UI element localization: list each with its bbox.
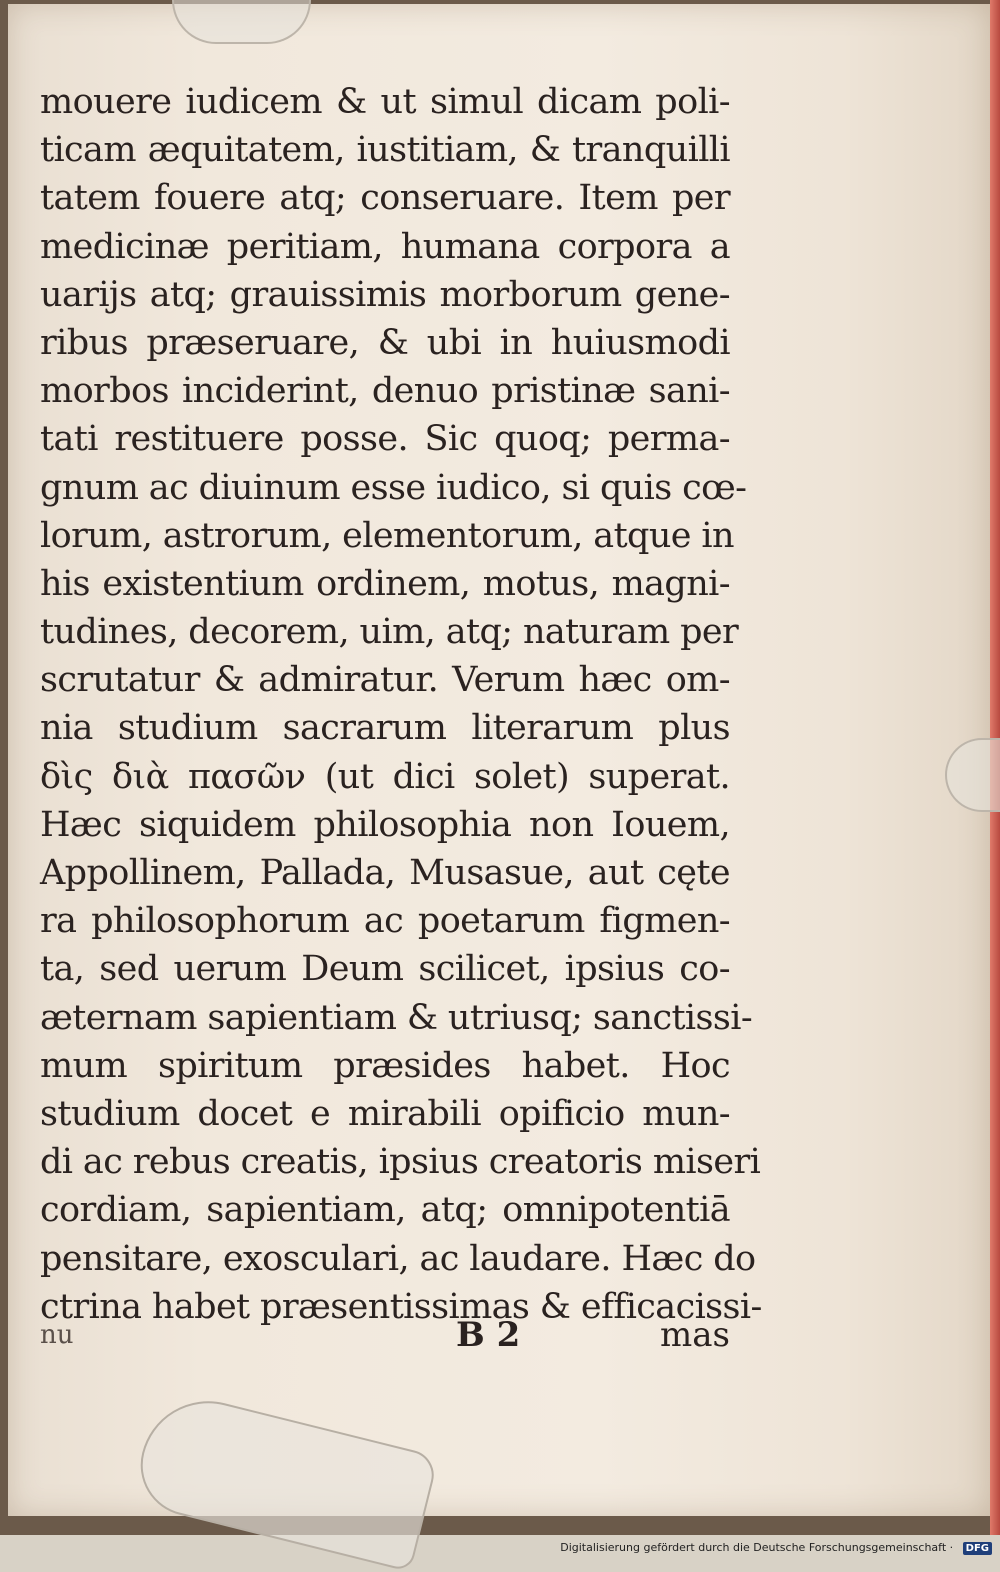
text-line: ra philosophorum ac poetarum figmen- [40, 901, 730, 942]
text-line: morbos inciderint, denuo pristinæ sani- [40, 371, 730, 412]
text-line: tati restituere posse. Sic quoq; perma- [40, 419, 730, 460]
text-line: di ac rebus creatis, ipsius creatoris miseri [40, 1142, 761, 1183]
text-line: mum spiritum præsides habet. Hoc [40, 1045, 730, 1086]
catchword: mas [660, 1315, 730, 1355]
text-line: ta, sed uerum Deum scilicet, ipsius co- [40, 949, 730, 990]
text-line: Appollinem, Pallada, Musasue, aut cęte [40, 853, 730, 893]
funding-credit [560, 1540, 992, 1556]
signature-fragment: nu [40, 1320, 74, 1350]
signature-mark: B 2 [456, 1315, 521, 1355]
text-line: medicinæ peritiam, humana corpora a [40, 226, 730, 267]
text-line: uarijs atq; grauissimis morborum gene- [40, 274, 730, 315]
text-line: ticam æquitatem, iustitiam, & tranquilli [40, 130, 730, 171]
text-line: nia studium sacrarum literarum plus [40, 708, 730, 749]
text-line: cordiam, sapientiam, atq; omnipotentiā [40, 1190, 730, 1231]
text-line: lorum, astrorum, elementorum, atque in [40, 515, 734, 556]
credit-text: Digitalisierung gefördert durch die Deutsche Forschungsgemeinschaft · [560, 1541, 954, 1554]
text-line: tatem fouere atq; conseruare. Item per [40, 178, 730, 219]
page-text [40, 78, 762, 1331]
text-line: his existentium ordinem, motus, magni- [40, 563, 730, 604]
text-line: studium docet e mirabili opificio mun- [40, 1093, 730, 1134]
text-line: æternam sapientiam & utriusq; sanctissi- [40, 997, 753, 1038]
text-line: ctrina habet præsentissimas & efficacissi- [40, 1286, 762, 1327]
text-line: Hæc siquidem philosophia non Iouem, [40, 804, 730, 845]
text-line: δὶς διὰ πασῶν (ut dici solet) superat. [40, 756, 730, 797]
text-line: scrutatur & admiratur. Verum hæc om- [40, 660, 730, 701]
text-line: gnum ac diuinum esse iudico, si quis cœ- [40, 467, 747, 508]
page-footer [40, 1310, 730, 1360]
text-line: ribus præseruare, & ubi in huiusmodi [40, 322, 730, 363]
text-line: pensitare, exosculari, ac laudare. Hæc do [40, 1238, 756, 1279]
dfg-logo: DFG [963, 1542, 992, 1555]
plastic-clip-top [172, 0, 311, 44]
text-line: mouere iudicem & ut simul dicam poli- [40, 82, 730, 122]
text-line: tudines, decorem, uim, atq; naturam per [40, 612, 739, 653]
